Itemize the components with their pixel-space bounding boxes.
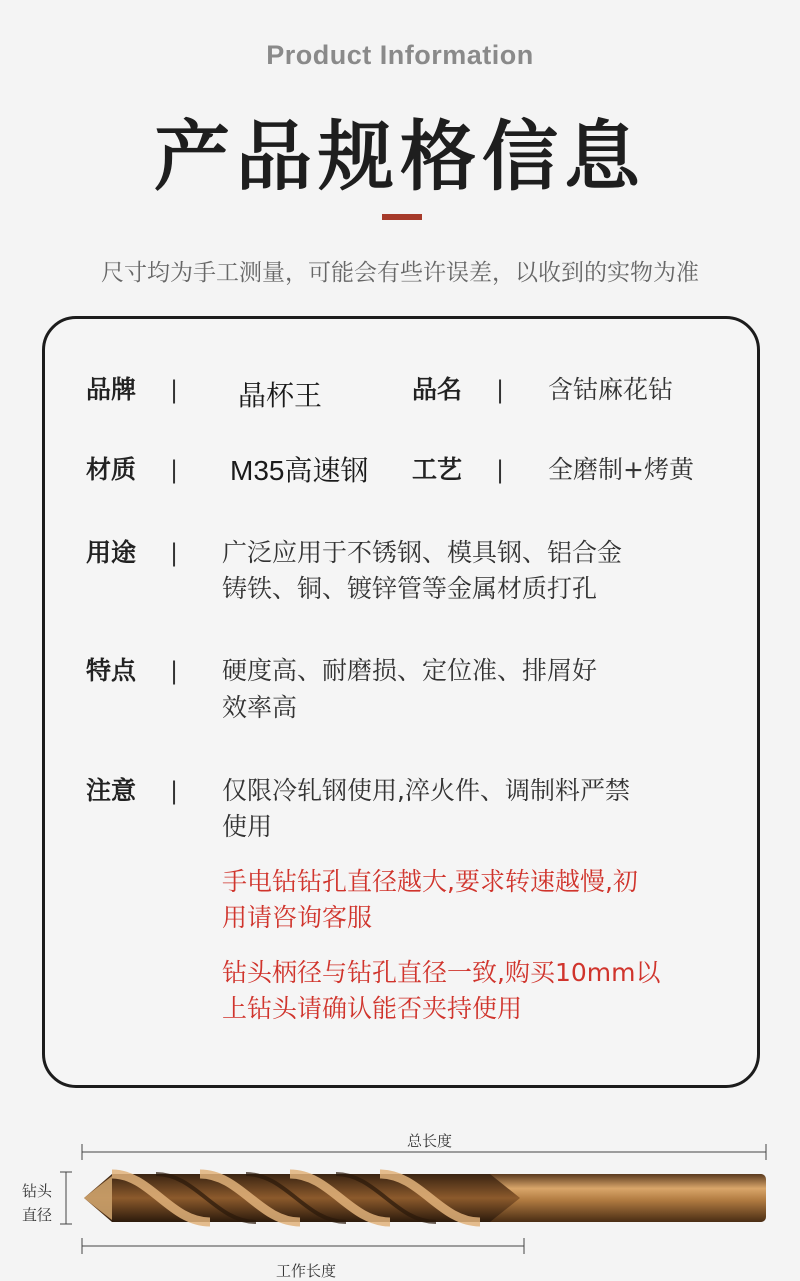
process-value: 全磨制+烤黄	[548, 455, 694, 484]
warning-shank-line-1: 钻头柄径与钻孔直径一致,购买10mm以	[222, 958, 661, 987]
usage-label: 用途	[86, 538, 137, 567]
notes-line-1: 仅限冷轧钢使用,淬火件、调制料严禁	[222, 776, 630, 805]
drill-dimension-diagram	[0, 1110, 800, 1280]
brand-label: 品牌	[86, 375, 137, 404]
brand-value: 晶杯王	[238, 380, 323, 411]
features-line-2: 效率高	[222, 693, 298, 722]
separator: |	[170, 539, 179, 567]
separator: |	[170, 376, 179, 404]
separator: |	[496, 376, 505, 404]
accent-bar	[382, 214, 422, 220]
process-label: 工艺	[412, 455, 463, 484]
page-title: 产品规格信息	[154, 112, 646, 201]
en-title: Product Information	[266, 40, 534, 70]
drill-bit-image	[0, 1110, 800, 1272]
separator: |	[170, 657, 179, 685]
working-length-label: 工作长度	[276, 1262, 337, 1280]
product-name-value: 含钴麻花钻	[548, 375, 674, 404]
notes-line-2: 使用	[222, 812, 273, 841]
product-name-label: 品名	[412, 375, 463, 404]
usage-line-1: 广泛应用于不锈钢、模具钢、铝合金	[222, 538, 623, 567]
separator: |	[170, 777, 179, 805]
usage-line-2: 铸铁、铜、镀锌管等金属材质打孔	[222, 574, 598, 603]
total-length-label: 总长度	[407, 1132, 453, 1150]
warning-speed-line-1: 手电钻钻孔直径越大,要求转速越慢,初	[222, 867, 638, 896]
separator: |	[170, 456, 179, 484]
features-label: 特点	[86, 656, 137, 685]
measurement-disclaimer: 尺寸均为手工测量，可能会有些许误差，以收到的实物为准	[101, 260, 699, 286]
features-line-1: 硬度高、耐磨损、定位准、排屑好	[222, 656, 598, 685]
material-label: 材质	[86, 455, 137, 484]
drill-diameter-label-1: 钻头	[22, 1182, 53, 1200]
notes-label: 注意	[86, 776, 137, 805]
material-value: M35高速钢	[230, 455, 369, 486]
warning-speed-line-2: 用请咨询客服	[222, 903, 373, 932]
warning-shank-line-2: 上钻头请确认能否夹持使用	[222, 994, 523, 1023]
separator: |	[496, 456, 505, 484]
drill-diameter-label-2: 直径	[22, 1206, 53, 1224]
